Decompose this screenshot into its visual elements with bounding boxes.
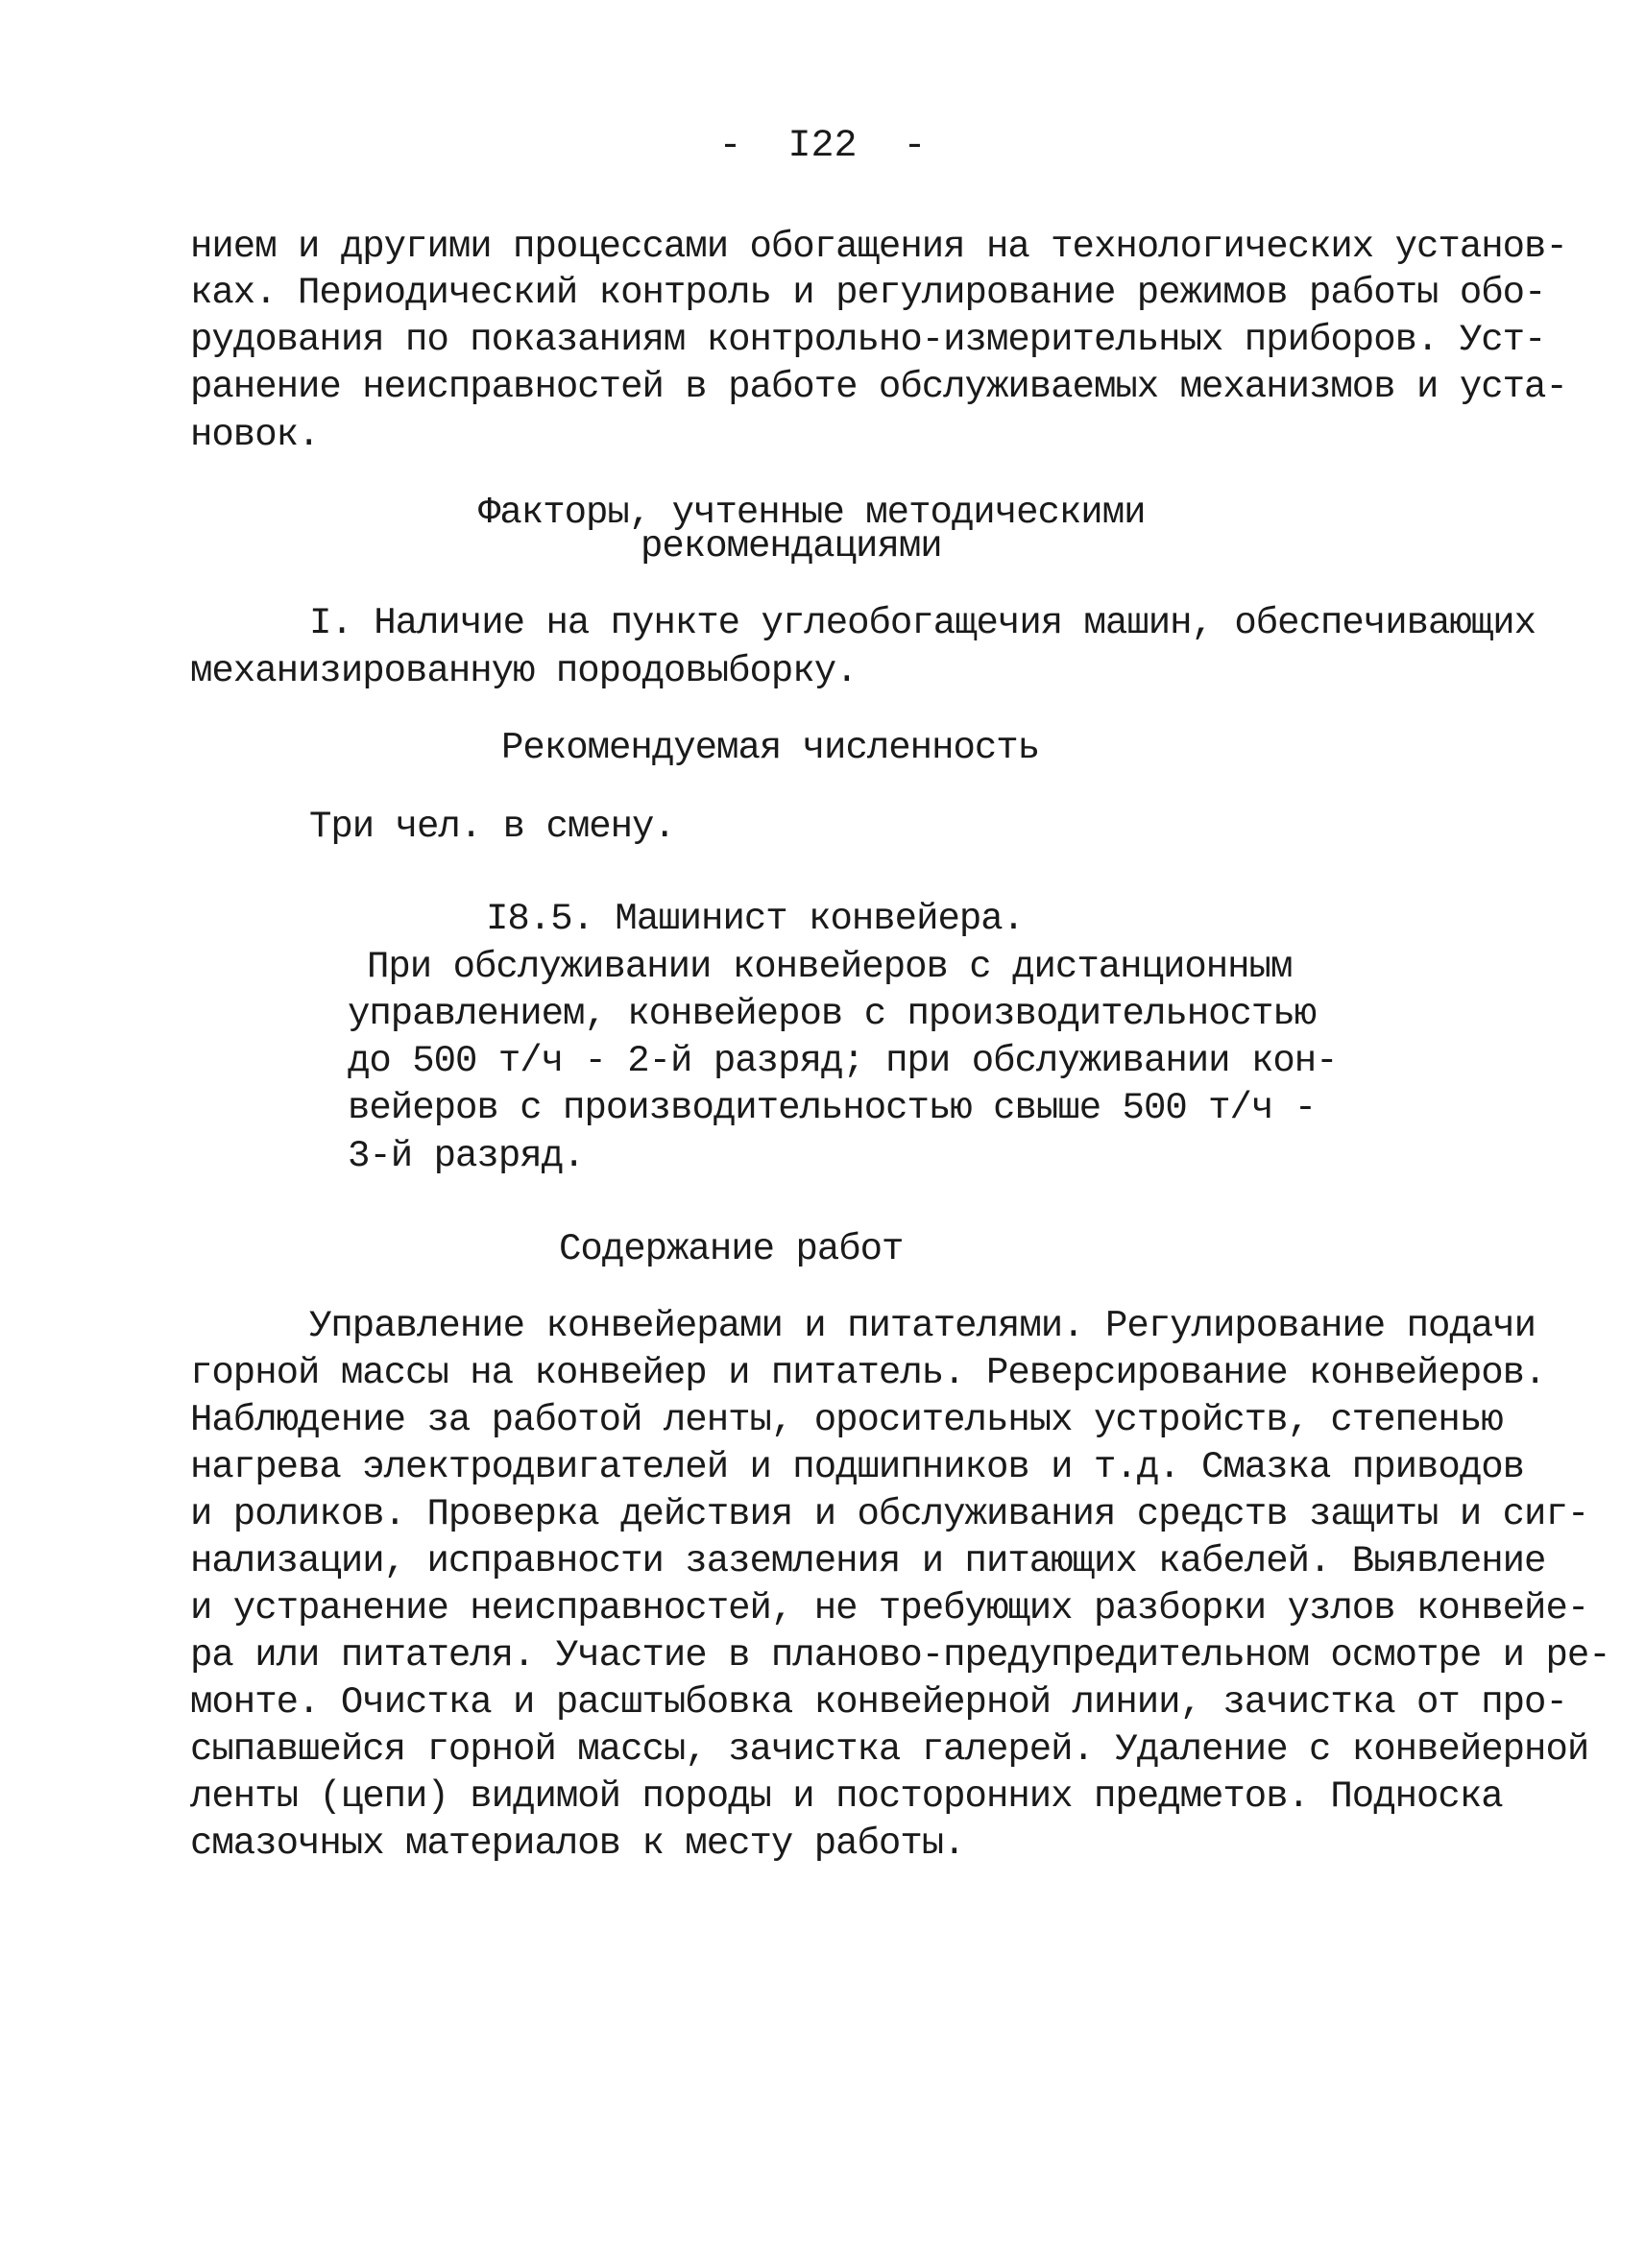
text-line: Наблюдение за работой ленты, оросительных устройств, степенью <box>190 1399 1503 1441</box>
text-line: ленты (цепи) видимой породы и посторонних предметов. Подноска <box>190 1775 1503 1818</box>
text-line: ра или питателя. Участие в планово-предупредительном осмотре и ре- <box>190 1634 1610 1677</box>
text-line: 3-й разряд. <box>348 1135 585 1177</box>
text-line: нием и другими процессами обогащения на технологических установ- <box>190 226 1567 268</box>
text-line: Управление конвейерами и питателями. Регулирование подачи <box>309 1305 1536 1347</box>
text-line: до 500 т/ч - 2-й разряд; при обслуживании кон- <box>348 1040 1338 1082</box>
page-number: - I22 - <box>718 125 927 168</box>
text-line: ранение неисправностей в работе обслуживаемых механизмов и уста- <box>190 366 1567 408</box>
text-line: ках. Периодический контроль и регулирование режимов работы обо- <box>190 272 1546 314</box>
section-title: I8.5. Машинист конвейера. <box>486 898 1025 940</box>
text-line: новок. <box>190 414 320 456</box>
text-line: смазочных материалов к месту работы. <box>190 1822 965 1865</box>
text-line: рудования по показаниям контрольно-измерительных приборов. Уст- <box>190 319 1546 361</box>
heading-line: Факторы, учтенные методическими <box>478 492 1146 534</box>
recommended-text: Три чел. в смену. <box>309 806 675 848</box>
recommended-heading: Рекомендуемая численность <box>501 727 1040 769</box>
text-line: нагрева электродвигателей и подшипников и т.д. Смазка приводов <box>190 1446 1525 1488</box>
content-heading: Содержание работ <box>559 1228 904 1270</box>
text-line: управлением, конвейеров с производительностью <box>348 993 1317 1035</box>
text-line: монте. Очистка и расштыбовка конвейерной линии, зачистка от про- <box>190 1681 1567 1724</box>
text-line: горной массы на конвейер и питатель. Реверсирование конвейеров. <box>190 1352 1546 1394</box>
text-line: вейеров с производительностью свыше 500 т/ч - <box>348 1087 1317 1129</box>
text-line: и роликов. Проверка действия и обслуживания средств защиты и сиг- <box>190 1493 1589 1535</box>
heading-line: рекомендациями <box>641 525 942 567</box>
text-line: механизированную породовыборку. <box>190 650 858 692</box>
text-line: I. Наличие на пункте углеобогащечия машин, обеспечивающих <box>309 602 1536 644</box>
text-line: сыпавшейся горной массы, зачистка галерей. Удаление с конвейерной <box>190 1728 1589 1771</box>
text-line: При обслуживании конвейеров с дистанционным <box>367 946 1293 988</box>
text-line: нализации, исправности заземления и питающих кабелей. Выявление <box>190 1540 1546 1582</box>
text-line: и устранение неисправностей, не требующих разборки узлов конвейе- <box>190 1587 1589 1629</box>
